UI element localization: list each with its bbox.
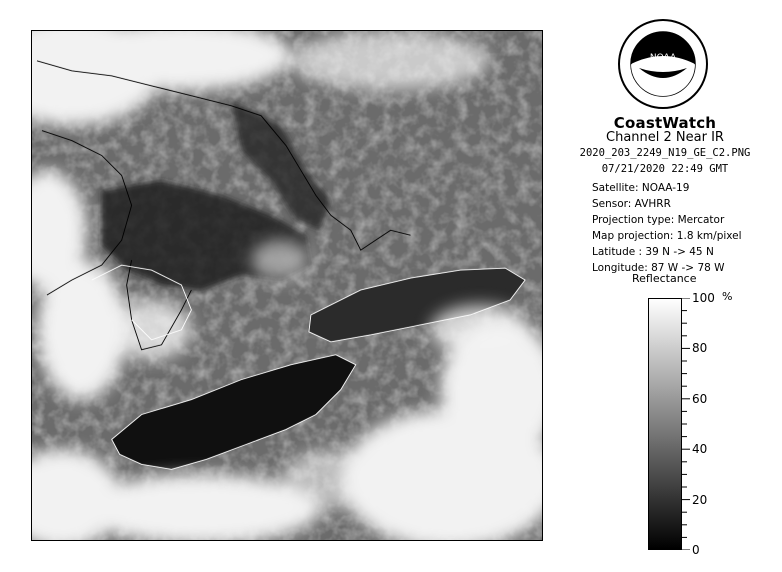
legend-title: Reflectance [632, 272, 697, 285]
tick-label: 80 [692, 341, 708, 356]
reflectance-colorbar [648, 298, 682, 550]
filename-label: 2020_203_2249_N19_GE_C2.PNG [579, 147, 751, 159]
tick-label: 40 [692, 442, 708, 457]
longitude-label: Longitude: 87 W -> 78 W [592, 262, 725, 274]
page-title: CoastWatch [613, 114, 717, 132]
map-projection-label: Map projection: 1.8 km/pixel [592, 230, 742, 242]
noaa-logo [617, 18, 709, 110]
satellite-map [32, 31, 542, 540]
tick-label: 100 [692, 291, 715, 305]
latitude-label: Latitude : 39 N -> 45 N [592, 246, 714, 258]
colorbar-ticks [682, 291, 742, 557]
tick-label: 20 [692, 492, 708, 507]
projection-type-label: Projection type: Mercator [592, 214, 725, 226]
legend-unit: % [722, 290, 733, 303]
satellite-label: Satellite: NOAA-19 [592, 182, 690, 194]
noaa-logo-text: NOAA [649, 53, 677, 63]
sensor-label: Sensor: AVHRR [592, 198, 671, 210]
datetime-label: 07/21/2020 22:49 GMT [601, 163, 729, 175]
tick-label: 0 [692, 543, 700, 557]
channel-label: Channel 2 Near IR [606, 130, 724, 145]
tick-label: 60 [692, 391, 708, 406]
tick-marks [682, 298, 742, 550]
info-panel [560, 18, 770, 558]
satellite-image [31, 30, 543, 541]
